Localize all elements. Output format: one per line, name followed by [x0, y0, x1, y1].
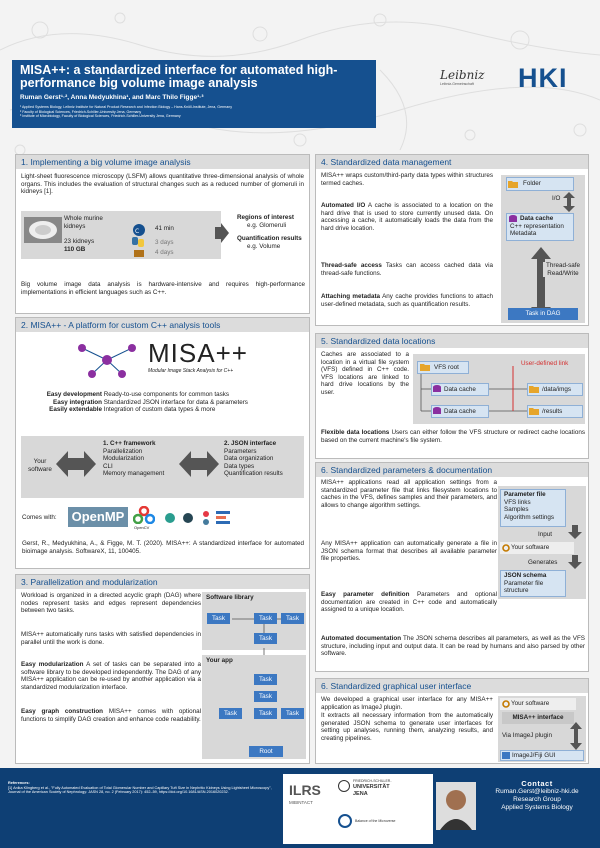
database-icon — [433, 385, 441, 393]
json-heading: 2. JSON interface — [224, 440, 277, 447]
input-label: Input — [538, 531, 553, 538]
kidney-image — [24, 217, 62, 243]
task-in-dag-box: Task in DAG — [508, 308, 578, 320]
section-title: 3. Parallelization and modularization — [16, 575, 309, 589]
folder-icon — [529, 407, 539, 415]
library-label: Software library — [206, 594, 254, 601]
arrow-right-icon — [215, 223, 229, 243]
runtime-python: 3 days — [155, 239, 174, 246]
leibniz-logo: Leibniz Leibniz-Gemeinschaft — [440, 68, 485, 86]
section-text: MISA++ wraps custom/third-party data types within structures termed caches. — [321, 172, 493, 187]
gear-icon — [502, 700, 510, 708]
quant-heading: Quantification results — [237, 235, 302, 242]
data-cache-box: Data cache — [431, 383, 489, 396]
section-title: 4. Standardized data management — [316, 155, 588, 169]
double-arrow-icon — [56, 449, 96, 479]
generates-label: Generates — [528, 559, 558, 566]
roi-heading: Regions of interest — [237, 214, 295, 221]
footer — [0, 768, 600, 848]
paragraph-heading: Easy parameter definition — [321, 591, 410, 598]
reference: [1] Anika Klingberg et al., "Fully Automated Evaluation of Total Glomerular Number and Capillary Tuft Size in Nephritic Kidneys Using Lightsheet Microscopy", Journal of the American Society of Nephrology: JASN 28, no. 2 (February 2017): 452–59, https://doi.org/10.1681/ASN.2016020232. — [8, 785, 272, 795]
section-2 — [15, 317, 310, 569]
hki-logo: HKI — [518, 63, 568, 93]
affiliation: ³ Institute of Microbiology, Faculty of Biological Sciences, Friedrich-Schiller-University Jena, Germany — [20, 114, 181, 119]
affiliation: ² Faculty of Biological Sciences, Friedrich-Schiller-University Jena, Germany — [20, 109, 142, 114]
paragraph-text: Users can either follow the VFS structure or redirect cache locations based on the current machine's file system. — [321, 429, 585, 444]
vfs-root-box: VFS root — [417, 361, 469, 374]
io-label: I/O — [552, 195, 561, 202]
arrow-down-icon — [568, 555, 582, 569]
misa-logo-subtitle: Modular Image Stack Analysis for C++ — [148, 368, 234, 374]
feature-text: Ready-to-use components for common tasks — [103, 391, 230, 398]
section-text: Any MISA++ application can automatically generate a file in JSON schema format that describes all available parameter file properties. — [321, 540, 497, 563]
imagej-gui-box: ImageJ/Fiji GUI — [500, 750, 584, 761]
dag-root: Root — [249, 746, 283, 757]
section-text: We developed a graphical user interface for any MISA++ application as ImageJ plugin. — [321, 696, 493, 711]
affiliation: ¹ Applied Systems Biology, Leibniz Institute for Natural Product Research and Infection Biology – Hans-Knöll-Institute, Jena, Germany — [20, 105, 233, 109]
references-heading: References: — [8, 781, 30, 785]
dag-task: Task — [254, 691, 277, 702]
research-group: Research Group — [513, 796, 561, 803]
folder-icon — [420, 363, 430, 371]
feature-heading: Easy integration — [53, 398, 102, 406]
runtime-cpp: 41 min — [155, 225, 174, 232]
library-logos — [164, 508, 234, 528]
paragraph-text: Parameters and optional documentation are created in C++ code and automatically assigned to a unique location. — [321, 591, 498, 614]
paragraph-heading: Easy graph construction — [21, 708, 104, 715]
research-group-name: Applied Systems Biology — [501, 804, 573, 811]
dag-task: Task — [254, 708, 277, 719]
dag-task: Task — [254, 674, 277, 685]
section-title: 5. Standardized data locations — [316, 334, 588, 348]
contact-heading: Contact — [521, 779, 553, 788]
misa-network-logo — [72, 340, 142, 380]
section-title: 1. Implementing a big volume image analysis — [16, 155, 309, 169]
kidneys-label: Whole murine kidneys — [64, 215, 103, 230]
uni-logo-line: FRIEDRICH-SCHILLER- — [353, 779, 392, 783]
section-3 — [15, 574, 310, 764]
paragraph-heading: Thread-safe access — [321, 262, 382, 269]
quant-text: e.g. Volume — [247, 243, 281, 250]
dag-task: Task — [254, 613, 277, 624]
paragraph-text: A set of tasks can be separated into a software library to be developed independently. The DAG of any MISA++ application can be re-used by another application via a standardized modularization interface. — [21, 661, 201, 691]
your-software-box: Your software — [500, 698, 576, 710]
header-logos — [440, 60, 590, 105]
section-title: 6. Standardized parameters & documentation — [316, 463, 588, 477]
gear-icon — [502, 544, 510, 552]
roi-text: e.g. Glomeruli — [247, 222, 287, 229]
json-item: Data types — [224, 462, 255, 470]
json-item: Quantification results — [224, 470, 283, 478]
updown-arrow-icon — [563, 192, 575, 212]
window-icon — [502, 752, 510, 759]
framework-item: CLI — [103, 462, 113, 470]
json-item: Data organization — [224, 455, 274, 463]
data-cache-box: Data cache C++ representation Metadata — [506, 213, 574, 241]
your-software-label: Your software — [28, 458, 52, 473]
misa-logo-text: MISA++ — [148, 338, 248, 368]
path-box: /data/imgs — [527, 383, 583, 396]
misa-interface-box: MISA++ interface — [502, 712, 574, 724]
comes-with-label: Comes with: — [22, 514, 57, 521]
section-text: Light-sheet fluorescence microscopy (LSFM) allows quantitative three-dimensional analysis of whole organs. This includes the evaluation of structural changes such as a reduced number of glomeruli in kidneys [1]. — [21, 173, 304, 196]
microverse-logo-text: Balance of the Microverse — [355, 819, 396, 823]
paragraph-heading: Attaching metadata — [321, 293, 381, 300]
paragraph-text: Tasks can access cached data via thread-safe functions. — [321, 262, 493, 277]
folder-box: Folder — [506, 177, 574, 191]
paragraph-text: A cache is associated to a location on the hard drive that is used to store currently unused data. On accessing a cache, it automatically loads the data from the hard drive location. — [321, 202, 493, 232]
framework-item: Modularization — [103, 455, 144, 463]
database-icon — [433, 407, 441, 415]
paragraph-heading: Easy modularization — [21, 661, 84, 668]
double-arrow-icon — [179, 449, 219, 479]
citation: Gerst, R., Medyukhina, A., & Figge, M. T. (2020). MISA++: A standardized interface for automated bioimage analysis. SoftwareX, 11, 100405. — [22, 540, 304, 555]
app-label: Your app — [206, 657, 233, 664]
your-software-box: Your software — [500, 542, 574, 554]
author-photo — [436, 782, 476, 830]
section-text: Caches are associated to a location in a virtual file system (VFS) defined in C++ code. VFS locations are linked to hard drive locations by the user. — [321, 351, 409, 396]
poster-title: MISA++: a standardized interface for automated high-performance big volume image analysis — [20, 63, 338, 90]
section-5 — [315, 333, 589, 459]
feature-heading: Easily extendable — [49, 406, 102, 414]
paragraph-heading: Automated I/O — [321, 202, 366, 209]
paragraph-text: Any cache provides functions to attach user-defined metadata, such as quantification results. — [321, 293, 494, 308]
section-4 — [315, 154, 589, 326]
user-link-label: User-defined link — [521, 360, 569, 367]
java-icon — [132, 248, 146, 258]
paragraph-heading: Flexible data locations — [321, 429, 390, 436]
paragraph-text: The JSON schema describes all parameters, as well as the VFS structure, including input and output data. It can be read by humans and also parsed by other software. — [321, 635, 585, 658]
opencv-logo — [133, 506, 155, 524]
json-item: Parameters — [224, 447, 257, 455]
param-file-box: Parameter file VFS links Samples Algorithm settings — [500, 489, 566, 527]
section-7 — [315, 678, 589, 764]
cpp-icon — [132, 223, 146, 237]
dag-task: Task — [281, 708, 304, 719]
section-1 — [15, 154, 310, 314]
section-text: MISA++ applications read all application settings from a standardized parameter file that links filesystem locations to caches in the VFS, defines samples and their parameters, and allows to change algorithm settings. — [321, 479, 497, 509]
openmp-logo: OpenMP — [68, 507, 128, 527]
section-text: It extracts all necessary information from the automatically generated JSON schema to generate user interfaces for setting up analyses, running them, analyzing results, and creating pipelines. — [321, 712, 493, 742]
section-6 — [315, 462, 589, 672]
dag-task: Task — [207, 613, 230, 624]
kidney-count: 23 kidneys — [64, 238, 95, 245]
partner-logos — [283, 774, 433, 844]
database-icon — [509, 215, 517, 223]
data-size: 110 GB — [64, 246, 86, 253]
python-icon — [132, 237, 146, 247]
section-text: MISA++ automatically runs tasks with satisfied dependencies in parallel until the work is done. — [21, 631, 201, 646]
section-title: 6. Standardized graphical user interface — [316, 679, 588, 693]
section-text: Big volume image data analysis is hardware-intensive and requires high-performance implementations in efficient languages such as C++. — [21, 281, 305, 296]
paragraph-text: MISA++ comes with optional functions to simplify DAG creation and enhance code readability. — [21, 708, 201, 723]
runtime-java: 4 days — [155, 249, 174, 256]
dag-task: Task — [219, 708, 242, 719]
ilrs-logo: ILRS — [289, 782, 321, 798]
section-title: 2. MISA++ - A platform for custom C++ analysis tools — [16, 318, 309, 332]
feature-heading: Easy development — [46, 391, 102, 398]
json-schema-box: JSON schema Parameter file structure — [500, 570, 566, 597]
thread-safe-label: Thread-safe Read/Write — [543, 262, 583, 277]
section-text: Workload is organized in a directed acyclic graph (DAG) where nodes represent tasks and edges represent dependencies between two tasks. — [21, 592, 201, 615]
university-seal-icon — [338, 779, 350, 793]
uni-logo-line: UNIVERSITÄT — [353, 784, 390, 790]
via-imagej-label: Via ImageJ plugin — [502, 732, 552, 739]
framework-item: Parallelization — [103, 447, 143, 455]
opencv-label: OpenCV — [134, 525, 150, 530]
folder-icon — [529, 385, 539, 393]
dag-task: Task — [281, 613, 304, 624]
dag-task: Task — [254, 633, 277, 644]
arrow-down-icon — [568, 525, 582, 539]
data-cache-box: Data cache — [431, 405, 489, 418]
feature-text: Integration of custom data types & more — [103, 406, 216, 414]
framework-item: Memory management — [103, 470, 165, 478]
feature-text: Standardized JSON interface for data & parameters — [103, 398, 248, 406]
svg-text:C: C — [135, 228, 140, 235]
path-box: /results — [527, 405, 583, 418]
ilrs-subtitle: MIBINTACT — [289, 800, 313, 805]
app-box — [202, 655, 306, 759]
updown-arrow-icon — [570, 722, 582, 750]
microverse-logo-icon — [338, 814, 352, 828]
uni-logo-line: JENA — [353, 791, 368, 797]
framework-heading: 1. C++ framework — [103, 440, 156, 447]
contact-email[interactable]: Ruman.Gerst@leibniz-hki.de — [495, 788, 579, 795]
authors: Ruman Gerst¹·², Anna Medyukhina¹, and Marc Thilo Figge¹·³ — [20, 94, 204, 101]
poster-header — [12, 60, 376, 128]
folder-icon — [508, 180, 518, 188]
paragraph-heading: Automated documentation — [321, 635, 402, 642]
